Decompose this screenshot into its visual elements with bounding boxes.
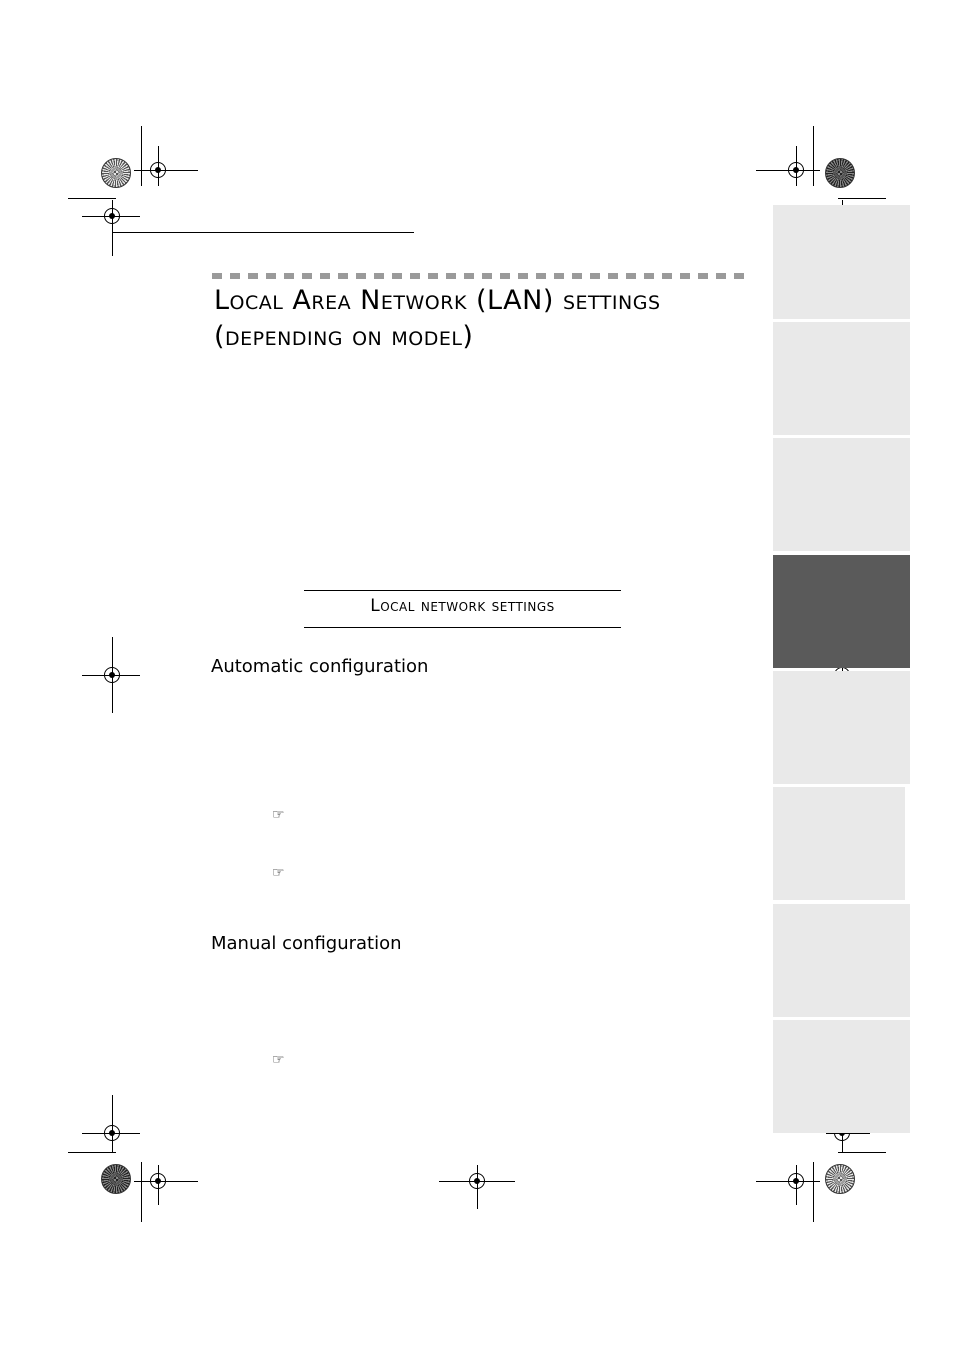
registration-sunburst-icon (101, 158, 131, 188)
chapter-tab (773, 322, 910, 435)
chapter-tab (773, 671, 910, 784)
header-rule (112, 232, 414, 233)
chapter-tab (773, 904, 910, 1017)
pointing-hand-icon: ☞ (272, 807, 285, 823)
pointing-hand-icon: ☞ (272, 1052, 285, 1068)
title-dashed-rule (212, 273, 748, 279)
subheading-automatic-configuration: Automatic configuration (211, 656, 429, 677)
chapter-tab (773, 438, 910, 551)
section-heading: Local network settings (304, 590, 621, 628)
page-title-line2: (depending on model) (214, 321, 474, 352)
page-title (214, 283, 774, 355)
chapter-tab (773, 787, 905, 900)
subheading-manual-configuration: Manual configuration (211, 933, 402, 954)
page-title-line1: Local Area Network (LAN) settings (214, 285, 661, 316)
chapter-tab (773, 1020, 910, 1133)
chapter-tab-active (773, 555, 910, 668)
registration-sunburst-icon (101, 1164, 131, 1194)
pointing-hand-icon: ☞ (272, 865, 285, 881)
chapter-tab (773, 205, 910, 319)
registration-sunburst-icon (825, 1164, 855, 1194)
registration-sunburst-icon (825, 158, 855, 188)
